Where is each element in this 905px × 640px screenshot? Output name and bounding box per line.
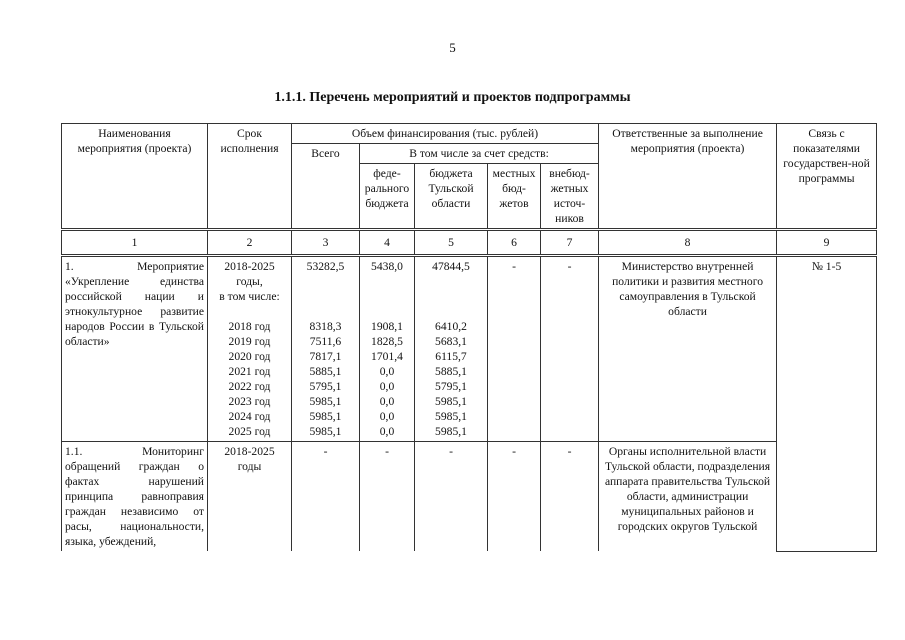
year-federal: 1828,5 [371, 335, 403, 348]
regional-amounts [415, 256, 488, 442]
column-number: 8 [599, 230, 777, 256]
program-link: № 1-5 [777, 256, 877, 552]
column-number: 4 [360, 230, 415, 256]
column-number: 1 [62, 230, 208, 256]
responsible-org: Министерство внутренней политики и развития местного самоуправления в Тульской области [599, 256, 777, 442]
year-regional: 5795,1 [435, 380, 467, 393]
regional-amount: - [415, 442, 488, 552]
year-federal: 0,0 [379, 395, 395, 408]
year-total: 5985,1 [309, 425, 342, 438]
header-name: Наименования мероприятия (проекта) [62, 124, 208, 230]
header-link: Связь с показателями государствен-ной программы [777, 124, 877, 230]
term-line: годы, [236, 275, 263, 288]
federal-amounts [360, 256, 415, 442]
event-name: 1.1. Мониторинг обращений граждан о фактах нарушений принципа равноправия граждан независимо от расы, национальности, языка, убеждений, [62, 442, 208, 552]
events-table [61, 123, 877, 552]
header-responsible: Ответственные за выполнение мероприятия (проекта) [599, 124, 777, 230]
year-label: 2021 год [228, 365, 271, 378]
year-label: 2019 год [228, 335, 271, 348]
event-term [208, 442, 292, 552]
year-federal: 1908,1 [371, 320, 403, 333]
year-total: 7511,6 [309, 335, 342, 348]
extra-amount: - [541, 442, 599, 552]
header-extra-line: источ- [553, 197, 586, 210]
header-federal-line: рального [364, 182, 410, 195]
year-label: 2025 год [228, 425, 271, 438]
column-number: 3 [292, 230, 360, 256]
header-term: Срок исполнения [208, 124, 292, 230]
term-line: годы [237, 460, 262, 473]
responsible-org: Органы исполнительной власти Тульской области, подразделения аппарата правительства Тульской области, администрации муниципальных районов и городских округов Тульской [599, 442, 777, 552]
header-extra-line: ников [555, 212, 584, 225]
year-label: 2020 год [228, 350, 271, 363]
header-local-line: местных [492, 167, 536, 180]
year-federal: 0,0 [379, 410, 395, 423]
total-amount: 53282,5 [306, 260, 345, 273]
year-regional: 6115,7 [435, 350, 467, 363]
year-federal: 0,0 [379, 380, 395, 393]
year-label: 2024 год [228, 410, 271, 423]
header-extra-line: внебюд- [549, 167, 590, 180]
year-label: 2022 год [228, 380, 271, 393]
header-local [488, 164, 541, 230]
term-line: в том числе: [219, 290, 280, 303]
year-regional: 5985,1 [435, 425, 467, 438]
year-total: 8318,3 [309, 320, 342, 333]
page-title: 1.1.1. Перечень мероприятий и проектов подпрограммы [274, 90, 631, 105]
regional-amount: 47844,5 [432, 260, 470, 273]
local-amount: - [488, 256, 541, 442]
year-regional: 6410,2 [435, 320, 467, 333]
year-total: 5985,1 [309, 395, 342, 408]
year-total: 7817,1 [309, 350, 342, 363]
year-total: 5985,1 [309, 410, 342, 423]
year-regional: 5683,1 [435, 335, 467, 348]
year-total: 5885,1 [309, 365, 342, 378]
local-amount: - [488, 442, 541, 552]
header-federal-line: феде- [373, 167, 401, 180]
year-federal: 0,0 [379, 365, 395, 378]
column-number: 6 [488, 230, 541, 256]
header-including: В том числе за счет средств: [360, 144, 599, 164]
year-regional: 5985,1 [435, 395, 467, 408]
event-term [208, 256, 292, 442]
term-line: 2018-2025 [224, 260, 275, 273]
header-federal-line: бюджета [365, 197, 409, 210]
year-total: 5795,1 [309, 380, 342, 393]
header-funding: Объем финансирования (тыс. рублей) [292, 124, 599, 144]
header-federal [360, 164, 415, 230]
column-numbers-row [62, 230, 877, 256]
federal-amount: 5438,0 [371, 260, 403, 273]
year-regional: 5885,1 [435, 365, 467, 378]
table-row [62, 442, 877, 552]
page-number: 5 [449, 40, 456, 55]
header-local-line: бюд- [502, 182, 526, 195]
event-name: 1. Мероприятие «Укрепление единства российской нации и этнокультурное развитие народов России в Тульской области» [62, 256, 208, 442]
header-total: Всего [292, 144, 360, 230]
header-local-line: жетов [499, 197, 529, 210]
year-federal: 1701,4 [371, 350, 403, 363]
header-extra [541, 164, 599, 230]
total-amounts [292, 256, 360, 442]
year-label: 2018 год [228, 320, 271, 333]
table-row [62, 256, 877, 442]
header-regional-line: области [431, 197, 471, 210]
federal-amount: - [360, 442, 415, 552]
header-regional [415, 164, 488, 230]
total-amount: - [292, 442, 360, 552]
header-regional-line: бюджета [429, 167, 473, 180]
year-regional: 5985,1 [435, 410, 467, 423]
year-federal: 0,0 [379, 425, 395, 438]
term-line: 2018-2025 [224, 445, 275, 458]
column-number: 9 [777, 230, 877, 256]
column-number: 7 [541, 230, 599, 256]
column-number: 5 [415, 230, 488, 256]
header-regional-line: Тульской [428, 182, 474, 195]
header-extra-line: жетных [550, 182, 589, 195]
extra-amount: - [541, 256, 599, 442]
column-number: 2 [208, 230, 292, 256]
year-label: 2023 год [228, 395, 271, 408]
